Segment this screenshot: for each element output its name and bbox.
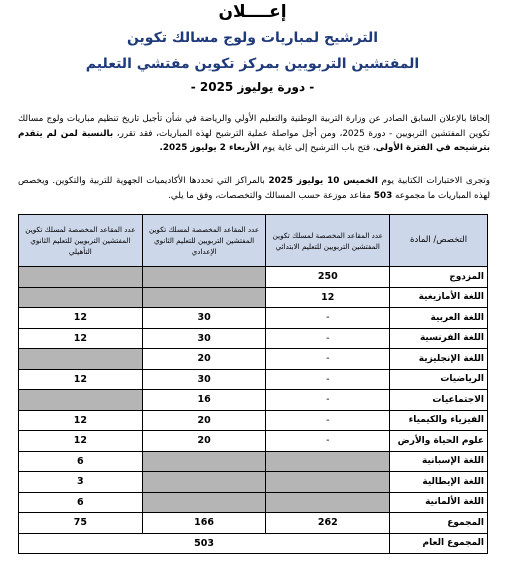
primary-cell <box>266 451 390 472</box>
primary-cell: - <box>266 431 390 452</box>
middle-cell <box>142 492 266 513</box>
qualifying-cell: 6 <box>19 451 143 472</box>
primary-cell <box>266 472 390 493</box>
deadline-date: الأربعاء 2 يوليوز 2025. <box>159 143 260 153</box>
middle-cell: 20 <box>142 410 266 431</box>
subject-cell: اللغة العربية <box>390 308 488 329</box>
middle-cell: 20 <box>142 431 266 452</box>
qualifying-cell: 12 <box>19 431 143 452</box>
subject-cell: الفيزياء والكيمياء <box>390 410 488 431</box>
primary-cell: - <box>266 308 390 329</box>
subject-cell: اللغة الإيطالية <box>390 472 488 493</box>
grand-total-row <box>19 533 488 554</box>
header-qualifying: عدد المقاعد المخصصة لمسلك تكوين المفتشين التربويين للتعليم الثانوي التأهيلي <box>19 215 143 267</box>
qualifying-cell: 6 <box>19 492 143 513</box>
middle-cell: 16 <box>142 390 266 411</box>
table-row <box>19 328 488 349</box>
middle-cell: 30 <box>142 369 266 390</box>
table-header-row <box>19 215 488 267</box>
total-middle: 166 <box>142 513 266 534</box>
announcement-subtitle-2: المفتشين التربويين بمركز تكوين مفتشي التعليم <box>85 56 420 72</box>
table-row <box>19 431 488 452</box>
primary-cell: - <box>266 390 390 411</box>
seat-total-inline: 503 <box>373 190 393 201</box>
header-middle: عدد المقاعد المخصصة لمسلك تكوين المفتشين التربويين للتعليم الثانوي الإعدادي <box>142 215 266 267</box>
seats-table <box>18 214 488 554</box>
subject-cell: اللغة الألمانية <box>390 492 488 513</box>
primary-cell: - <box>266 328 390 349</box>
intro-highlight: بالنسبة لمن لم يتقدم بترشيحه في الفترة الأولى <box>18 128 490 153</box>
total-label: المجموع <box>390 513 488 534</box>
qualifying-cell <box>19 267 143 288</box>
qualifying-cell <box>19 390 143 411</box>
subject-cell: الرياضيات <box>390 369 488 390</box>
qualifying-cell <box>19 349 143 370</box>
table-row <box>19 267 488 288</box>
total-row <box>19 513 488 534</box>
table-body <box>19 267 488 513</box>
qualifying-cell: 12 <box>19 308 143 329</box>
middle-cell: 20 <box>142 349 266 370</box>
subject-cell: اللغة الإنجليزية <box>390 349 488 370</box>
announcement-title: إعــــلان <box>218 2 287 22</box>
table-row <box>19 308 488 329</box>
middle-cell: 30 <box>142 308 266 329</box>
table-row <box>19 472 488 493</box>
intro-text: مقاعد موزعة حسب المسالك والتخصصات، وفق ما يلي. <box>168 190 374 201</box>
header-primary: عدد المقاعد المخصصة لمسلك تكوين المفتشين التربويين للتعليم الابتدائي <box>266 215 390 267</box>
primary-cell: 250 <box>266 267 390 288</box>
qualifying-cell: 12 <box>19 410 143 431</box>
total-qualifying: 75 <box>19 513 143 534</box>
subject-cell: اللغة الأمازيغية <box>390 287 488 308</box>
qualifying-cell <box>19 287 143 308</box>
intro-text: وتجرى الاختبارات الكتابية يوم <box>377 176 490 186</box>
announcement-subtitle-1: الترشيح لمباريات ولوج مسالك تكوين <box>126 30 379 46</box>
middle-cell <box>142 267 266 288</box>
exam-date: الخميس 10 يوليوز 2025 <box>268 176 378 186</box>
qualifying-cell: 3 <box>19 472 143 493</box>
middle-cell <box>142 472 266 493</box>
middle-cell <box>142 451 266 472</box>
intro-paragraph-2 <box>18 174 490 203</box>
header-specialty: التخصص/ المادة <box>390 215 488 267</box>
session-label: - دورة يوليوز 2025 - <box>190 80 315 94</box>
intro-text: بالمراكز التي تحددها الأكاديميات الجهوية للتربية والتكوين. ويخصص لهذه المباريات ما مجموعه <box>18 176 490 201</box>
qualifying-cell: 12 <box>19 328 143 349</box>
primary-cell <box>266 492 390 513</box>
grand-total-value: 503 <box>19 533 390 554</box>
table-row <box>19 349 488 370</box>
intro-text: ، فتح باب الترشيح إلى غاية يوم <box>259 143 376 153</box>
table-row <box>19 287 488 308</box>
qualifying-cell: 12 <box>19 369 143 390</box>
primary-cell: 12 <box>266 287 390 308</box>
table-row <box>19 492 488 513</box>
subject-cell: اللغة الفرنسية <box>390 328 488 349</box>
table-row <box>19 410 488 431</box>
table-row <box>19 369 488 390</box>
subject-cell: الاجتماعيات <box>390 390 488 411</box>
primary-cell: - <box>266 369 390 390</box>
middle-cell <box>142 287 266 308</box>
subject-cell: اللغة الإسبانية <box>390 451 488 472</box>
primary-cell: - <box>266 410 390 431</box>
intro-text: إلحاقا بالإعلان السابق الصادر عن وزارة التربية الوطنية والتعليم الأولي والرياضة في شأن تأجيل تاريخ تنظيم مباريات ولوج مسالك تكوين المفتشين التربويين - دورة 2025، ومن أجل مواصلة عملية الترشيح لهذه المباريات، فقد تقرر، <box>18 114 490 139</box>
middle-cell: 30 <box>142 328 266 349</box>
grand-total-label: المجموع العام <box>390 533 488 554</box>
subject-cell: علوم الحياة والأرض <box>390 431 488 452</box>
subject-cell: المزدوج <box>390 267 488 288</box>
intro-paragraph-1 <box>18 112 490 156</box>
table-row <box>19 390 488 411</box>
total-primary: 262 <box>266 513 390 534</box>
primary-cell: - <box>266 349 390 370</box>
table-row <box>19 451 488 472</box>
